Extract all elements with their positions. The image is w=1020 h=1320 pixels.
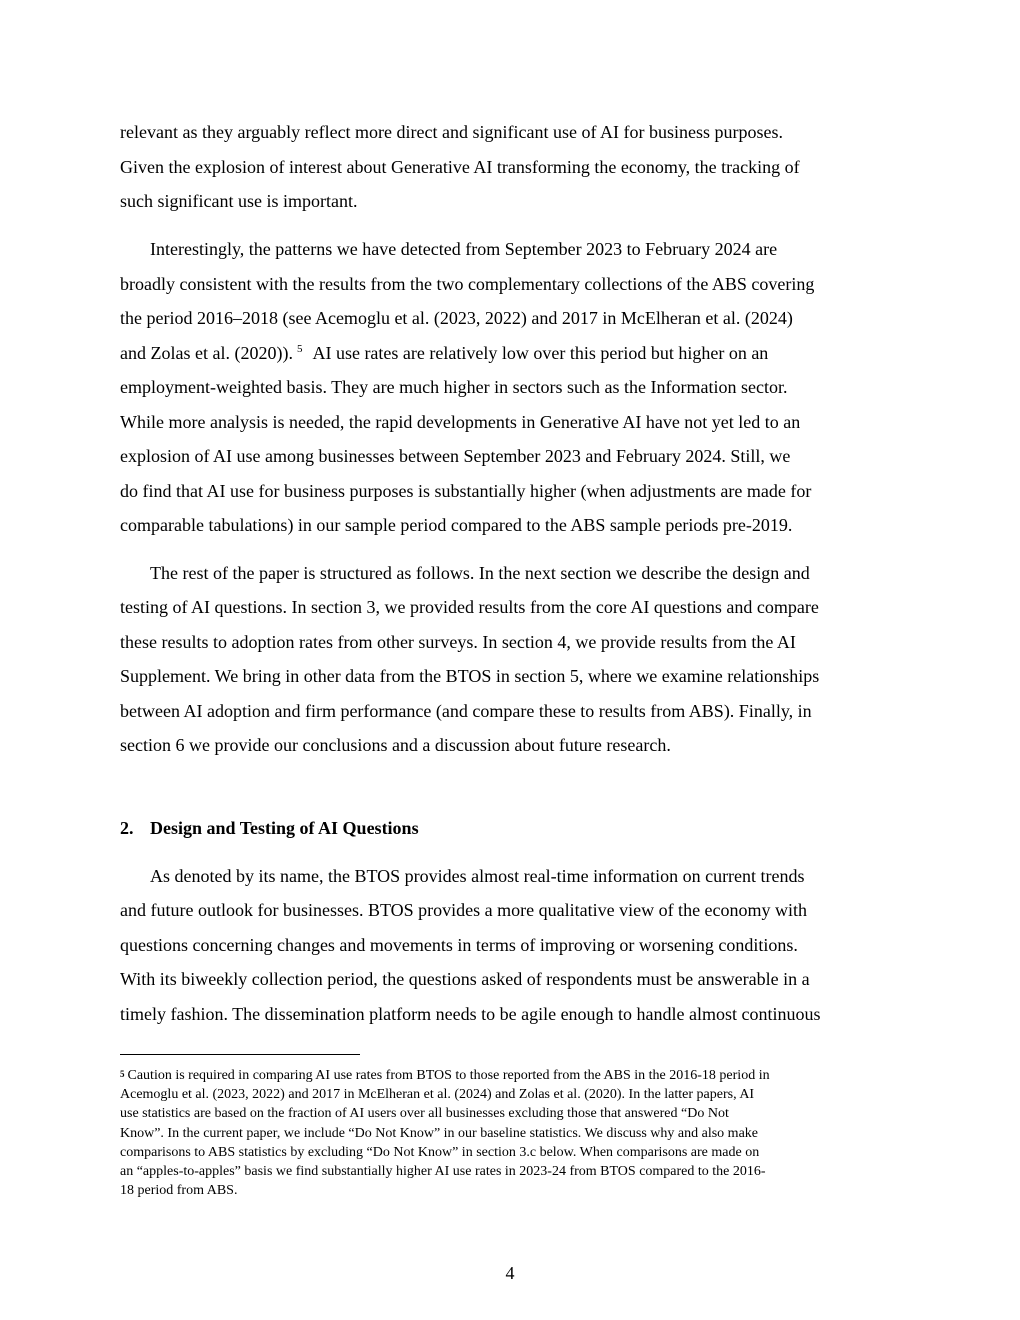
text-segment: AI use rates are relatively low over this period but higher on an bbox=[312, 343, 769, 363]
text-segment: Caution is required in comparing AI use rates from BTOS to those reported from the ABS in the 2016-18 period in bbox=[127, 1068, 770, 1083]
text-line: employment-weighted basis. They are much higher in sectors such as the Information sector. bbox=[120, 377, 788, 397]
text-line: and future outlook for businesses. BTOS provides a more qualitative view of the economy with bbox=[120, 900, 808, 920]
footnote-reference[interactable]: 5 bbox=[296, 343, 303, 355]
text-line: these results to adoption rates from other surveys. In section 4, we provide results from the AI bbox=[120, 632, 796, 652]
section-title: Design and Testing of AI Questions bbox=[150, 818, 419, 838]
text-line: do find that AI use for business purposes is substantially higher (when adjustments are made for bbox=[120, 481, 812, 501]
footnote-line: an “apples-to-apples” basis we find substantially higher AI use rates in 2023-24 from BTOS compared to the 2016- bbox=[120, 1164, 766, 1179]
text-line: With its biweekly collection period, the questions asked of respondents must be answerable in a bbox=[120, 969, 810, 989]
text-line-with-footnote-ref bbox=[120, 342, 768, 364]
text-line: between AI adoption and firm performance (and compare these to results from ABS). Finally, in bbox=[120, 701, 812, 721]
text-line: relevant as they arguably reflect more direct and significant use of AI for business purposes. bbox=[120, 122, 783, 142]
text-line: Supplement. We bring in other data from the BTOS in section 5, where we examine relationships bbox=[120, 666, 820, 686]
text-line: While more analysis is needed, the rapid developments in Generative AI have not yet led to an bbox=[120, 412, 801, 432]
text-line: such significant use is important. bbox=[120, 191, 358, 211]
footnote-marker: 5 bbox=[120, 1069, 125, 1079]
section-heading bbox=[120, 817, 419, 839]
footnote-separator bbox=[120, 1054, 360, 1055]
text-line: Given the explosion of interest about Generative AI transforming the economy, the tracking of bbox=[120, 157, 800, 177]
text-line: explosion of AI use among businesses between September 2023 and February 2024. Still, we bbox=[120, 446, 791, 466]
section-number: 2. bbox=[120, 818, 134, 838]
text-line: timely fashion. The dissemination platform needs to be agile enough to handle almost continuous bbox=[120, 1004, 821, 1024]
text-segment: and Zolas et al. (2020)). bbox=[120, 343, 293, 363]
footnote-line: comparisons to ABS statistics by excluding “Do Not Know” in section 3.c below. When comparisons are made on bbox=[120, 1145, 760, 1160]
text-line: section 6 we provide our conclusions and a discussion about future research. bbox=[120, 735, 671, 755]
text-line: As denoted by its name, the BTOS provides almost real-time information on current trends bbox=[150, 866, 805, 886]
footnote-line: use statistics are based on the fraction of AI users over all businesses excluding those that answered “Do Not bbox=[120, 1106, 729, 1121]
text-line: comparable tabulations) in our sample period compared to the ABS sample periods pre-2019. bbox=[120, 515, 793, 535]
text-line: broadly consistent with the results from the two complementary collections of the ABS covering bbox=[120, 274, 815, 294]
footnote-line: Acemoglu et al. (2023, 2022) and 2017 in McElheran et al. (2024) and Zolas et al. (2020). In the latter papers, AI bbox=[120, 1087, 755, 1102]
text-line: questions concerning changes and movements in terms of improving or worsening conditions. bbox=[120, 935, 798, 955]
footnote-line: 18 period from ABS. bbox=[120, 1183, 238, 1198]
page-number: 4 bbox=[505, 1263, 515, 1283]
text-line: Interestingly, the patterns we have detected from September 2023 to February 2024 are bbox=[150, 239, 778, 259]
text-line: the period 2016–2018 (see Acemoglu et al. (2023, 2022) and 2017 in McElheran et al. (2024) bbox=[120, 308, 793, 328]
text-line: testing of AI questions. In section 3, we provided results from the core AI questions and compare bbox=[120, 597, 819, 617]
footnote-line bbox=[120, 1066, 770, 1085]
footnote-line: Know”. In the current paper, we include “Do Not Know” in our baseline statistics. We discuss why and also make bbox=[120, 1126, 758, 1141]
text-line: The rest of the paper is structured as follows. In the next section we describe the design and bbox=[150, 563, 810, 583]
